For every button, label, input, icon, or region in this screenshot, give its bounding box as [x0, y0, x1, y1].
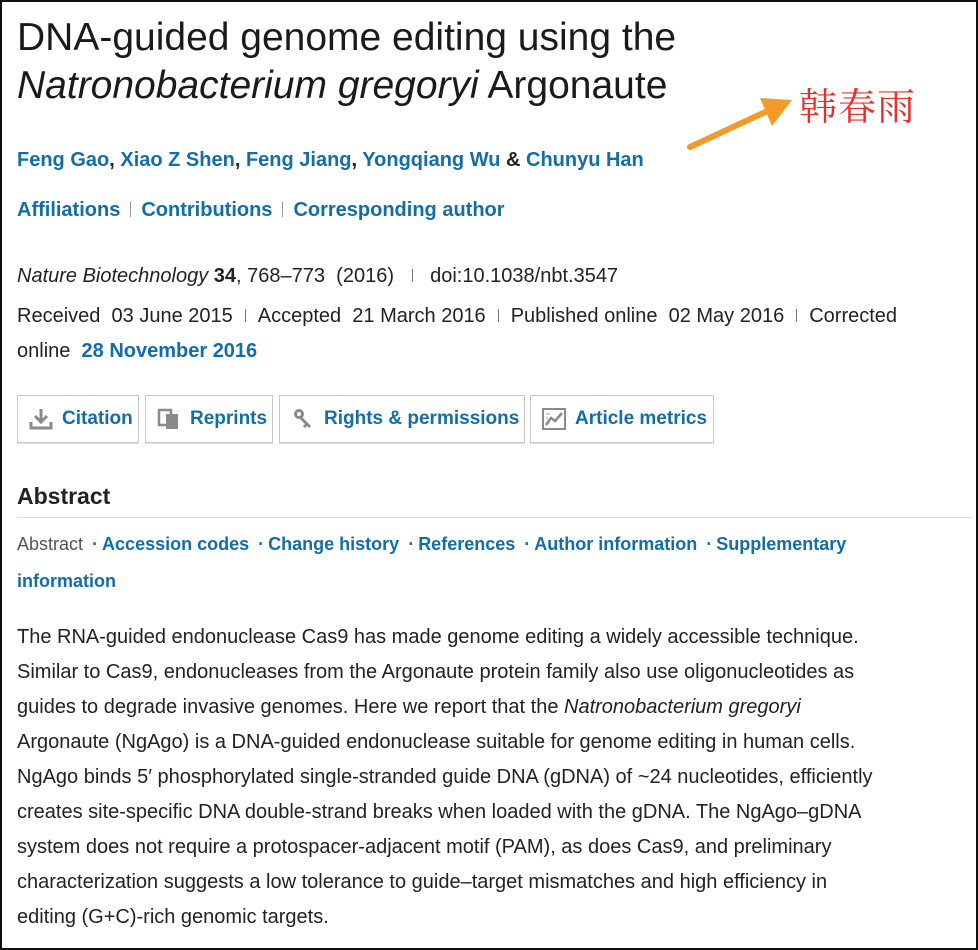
publication-dates: [17, 299, 972, 369]
contributions-link[interactable]: Contributions: [141, 199, 273, 221]
journal-pages: 768–773: [247, 265, 326, 287]
journal-volume: 34: [213, 265, 237, 287]
journal-name: Nature Biotechnology: [17, 265, 209, 287]
nav-change-history[interactable]: Change history: [268, 534, 400, 554]
author-link[interactable]: Feng Jiang: [245, 149, 352, 171]
abstract-line: The RNA-guided endonuclease Cas9 has made genome editing a widely accessible technique.: [17, 626, 859, 648]
journal-year: (2016): [336, 265, 394, 287]
divider: [498, 309, 499, 322]
divider: [17, 517, 972, 518]
divider: [282, 202, 283, 217]
nav-supplementary-information[interactable]: Supplementary information: [17, 534, 847, 591]
author-list: Feng Gao, Xiao Z Shen, Feng Jiang, Yongqiang Wu & Chunyu Han: [17, 149, 644, 171]
doi: doi:10.1038/nbt.3547: [430, 265, 619, 287]
article-metrics-button[interactable]: [530, 395, 714, 443]
corresponding-author-link[interactable]: Corresponding author: [293, 199, 505, 221]
abstract-heading: Abstract: [17, 483, 111, 509]
corrected-label: Corrected: [809, 305, 898, 327]
author-link[interactable]: Xiao Z Shen: [120, 149, 235, 171]
affiliations-link[interactable]: Affiliations: [17, 199, 121, 221]
section-navigation: Abstract · Accession codes · Change history · References · Author information · Supplementary information: [17, 534, 847, 591]
title-line-1: DNA-guided genome editing using the: [17, 16, 677, 59]
abstract-line: editing (G+C)-rich genomic targets.: [17, 906, 329, 928]
documents-icon: [156, 406, 182, 432]
abstract-line: Similar to Cas9, endonucleases from the Argonaute protein family also use oligonucleotides as: [17, 661, 855, 683]
species-name: Natronobacterium gregoryi: [564, 696, 801, 718]
nav-references[interactable]: References: [418, 534, 516, 554]
received-date: 03 June 2015: [111, 305, 233, 327]
divider: [245, 309, 246, 322]
reprints-button-label: Reprints: [190, 408, 268, 429]
published-date: 02 May 2016: [668, 305, 785, 327]
title-species: Natronobacterium gregoryi: [17, 64, 479, 107]
abstract-line: system does not require a protospacer-adjacent motif (PAM), as does Cas9, and preliminary: [17, 836, 832, 858]
annotation-arrow-icon: [682, 92, 802, 162]
corrected-label-2: online: [17, 340, 71, 362]
citation-button-label: Citation: [62, 408, 133, 429]
nav-author-information[interactable]: Author information: [534, 534, 698, 554]
rights-permissions-button[interactable]: [279, 395, 525, 443]
published-label: Published online: [510, 305, 658, 327]
divider: [412, 269, 413, 282]
author-link[interactable]: Yongqiang Wu: [362, 149, 501, 171]
citation-button[interactable]: [17, 395, 139, 443]
divider: [130, 202, 131, 217]
author-link[interactable]: Feng Gao: [17, 149, 110, 171]
author-link[interactable]: Chunyu Han: [526, 149, 644, 171]
accepted-label: Accepted: [257, 305, 342, 327]
article-title: [17, 14, 777, 110]
accepted-date: 21 March 2016: [352, 305, 486, 327]
citation-line: Nature Biotechnology 34, 768–773 (2016) doi:10.1038/nbt.3547: [17, 265, 619, 287]
abstract-text: [17, 620, 972, 935]
key-icon: [290, 406, 316, 432]
reprints-button[interactable]: [145, 395, 273, 443]
metrics-button-label: Article metrics: [575, 408, 708, 429]
annotation-label: 韩春雨: [799, 85, 917, 129]
title-rest: Argonaute: [487, 64, 668, 107]
abstract-line: Argonaute (NgAgo) is a DNA-guided endonuclease suitable for genome editing in human cells.: [17, 731, 856, 753]
divider: [796, 309, 797, 322]
abstract-line: NgAgo binds 5′ phosphorylated single-stranded guide DNA (gDNA) of ~24 nucleotides, efficiently: [17, 766, 873, 788]
rights-button-label: Rights & permissions: [324, 408, 520, 429]
chart-icon: [541, 406, 567, 432]
corrected-date-link[interactable]: 28 November 2016: [81, 340, 258, 362]
received-label: Received: [17, 305, 101, 327]
nav-accession-codes[interactable]: Accession codes: [102, 534, 250, 554]
abstract-line: creates site-specific DNA double-strand breaks when loaded with the gDNA. The NgAgo–gDNA: [17, 801, 862, 823]
abstract-line: guides to degrade invasive genomes. Here we report that the Natronobacterium gregoryi: [17, 696, 801, 718]
download-icon: [28, 406, 54, 432]
author-info-links: [17, 198, 505, 222]
nav-current-abstract: Abstract: [17, 534, 84, 554]
abstract-line: characterization suggests a low tolerance to guide–target mismatches and high efficiency in: [17, 871, 828, 893]
